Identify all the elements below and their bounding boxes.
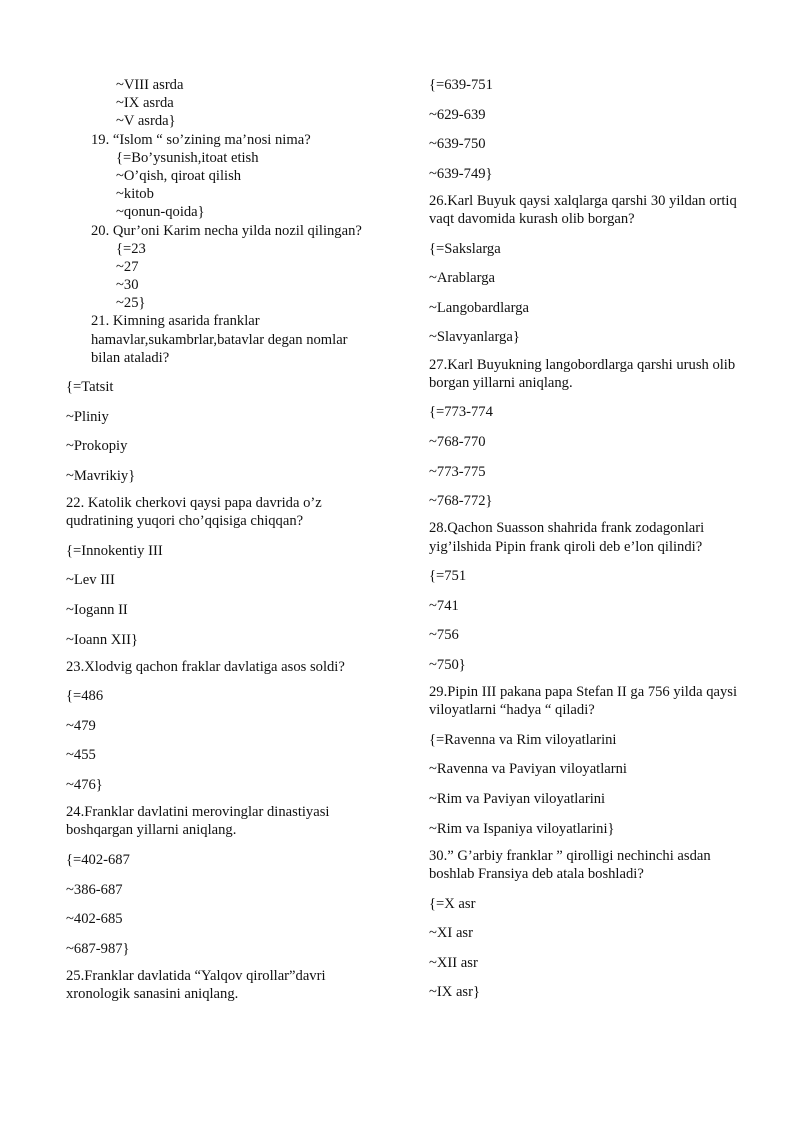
q20-option-2: ~27: [116, 258, 139, 275]
q29-option-2: ~Ravenna va Paviyan viloyatlarni: [429, 761, 627, 778]
q25-option-2: ~629-639: [429, 106, 486, 123]
q26-option-2: ~Arablarga: [429, 270, 495, 287]
q29-option-3: ~Rim va Paviyan viloyatlarini: [429, 791, 606, 808]
q23-option-4: ~476}: [66, 777, 103, 794]
q30-option-2: ~XI asr: [429, 925, 473, 942]
q26-option-3: ~Langobardlarga: [429, 299, 530, 316]
q22-question: 22. Katolik cherkovi qaysi papa davrida o’z qudratining yuqori cho’qqisiga chiqqan?: [66, 495, 322, 530]
q23-option-1: {=486: [66, 688, 104, 705]
q24-option-3: ~402-685: [66, 911, 123, 928]
q24-question: 24.Franklar davlatini merovinglar dinastiyasi boshqargan yillarni aniqlang.: [66, 804, 330, 839]
q30-option-3: ~XII asr: [429, 954, 478, 971]
q21-option-2: ~Pliniy: [66, 408, 109, 425]
q27-option-2: ~768-770: [429, 434, 486, 451]
q20-option-4: ~25}: [116, 295, 146, 312]
q29-option-1: {=Ravenna va Rim viloyatlarini: [429, 731, 617, 748]
q25-option-3: ~639-750: [429, 136, 486, 153]
q27-question: 27.Karl Buyukning langobordlarga qarshi urush olib borgan yillarni aniqlang.: [429, 356, 736, 391]
q26-option-4: ~Slavyanlarga}: [429, 329, 520, 346]
q28-option-2: ~741: [429, 597, 459, 614]
q22-option-3: ~Iogann II: [66, 601, 128, 618]
q25-option-4: ~639-749}: [429, 165, 493, 182]
left-column: [66, 76, 380, 1003]
q28-option-4: ~750}: [429, 656, 466, 673]
q28-option-3: ~756: [429, 627, 459, 644]
q20-option-1: {=23: [116, 240, 146, 257]
q18-option-3: ~V asrda}: [116, 113, 176, 130]
q21-question: 21. Kimning asarida franklar hamavlar,sukambrlar,batavlar degan nomlar bilan ataladi?: [91, 313, 348, 366]
q22-option-2: ~Lev III: [66, 572, 115, 589]
q29-option-4: ~Rim va Ispaniya viloyatlarini}: [429, 820, 615, 837]
q28-question: 28.Qachon Suasson shahrida frank zodagonlari yig’ilshida Pipin frank qiroli deb e’lon qilindi?: [429, 520, 705, 555]
q26-question: 26.Karl Buyuk qaysi xalqlarga qarshi 30 yildan ortiq vaqt davomida kurash olib borgan?: [429, 192, 737, 228]
q30-option-4: ~IX asr}: [429, 984, 480, 1001]
q30-option-1: {=X asr: [429, 895, 476, 912]
q21-option-3: ~Prokopiy: [66, 438, 128, 455]
q19-question: 19. “Islom “ so’zining ma’nosi nima?: [91, 131, 311, 148]
q24-option-1: {=402-687: [66, 852, 130, 869]
q23-option-3: ~455: [66, 747, 96, 764]
q21-option-4: ~Mavrikiy}: [66, 467, 136, 484]
q19-option-2: ~O’qish, qiroat qilish: [116, 167, 242, 184]
q20-question: 20. Qur’oni Karim necha yilda nozil qilingan?: [91, 222, 362, 239]
q25-question: 25.Franklar davlatida “Yalqov qirollar”davri xronologik sanasini aniqlang.: [66, 967, 326, 1003]
right-column: [429, 76, 743, 1002]
q27-option-3: ~773-775: [429, 463, 486, 480]
q18-option-1: ~VIII asrda: [116, 77, 184, 93]
q30-question: 30.” G’arbiy franklar ” qirolligi nechinchi asdan boshlab Fransiya deb atala boshladi?: [429, 847, 711, 882]
q27-option-1: {=773-774: [429, 404, 493, 421]
q22-option-1: {=Innokentiy III: [66, 542, 163, 559]
q19-option-4: ~qonun-qoida}: [116, 204, 205, 221]
q21-option-1: {=Tatsit: [66, 379, 114, 396]
q19-option-1: {=Bo’ysunish,itoat etish: [116, 149, 259, 166]
q26-option-1: {=Sakslarga: [429, 240, 501, 257]
q20-option-3: ~30: [116, 277, 139, 294]
q23-option-2: ~479: [66, 717, 96, 734]
q28-option-1: {=751: [429, 568, 467, 585]
q25-option-1: {=639-751: [429, 77, 493, 93]
q19-option-3: ~kitob: [116, 186, 154, 203]
q27-option-4: ~768-772}: [429, 493, 493, 510]
q24-option-2: ~386-687: [66, 881, 123, 898]
q18-option-2: ~IX asrda: [116, 95, 174, 112]
q29-question: 29.Pipin III pakana papa Stefan II ga 756 yilda qaysi viloyatlarni “hadya “ qiladi?: [429, 684, 738, 719]
q23-question: 23.Xlodvig qachon fraklar davlatiga asos soldi?: [66, 658, 345, 675]
q22-option-4: ~Ioann XII}: [66, 631, 139, 648]
q24-option-4: ~687-987}: [66, 940, 130, 957]
